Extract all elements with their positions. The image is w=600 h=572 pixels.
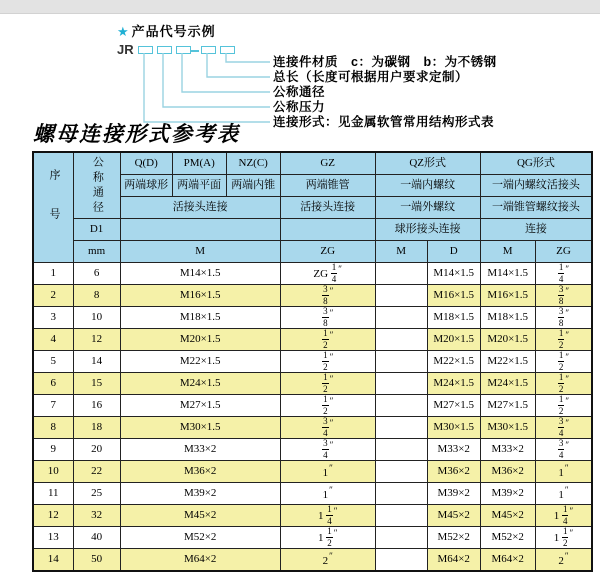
header-d1-blank-gz [280, 219, 375, 241]
fraction: $\frac{1}{2}$ [558, 372, 564, 394]
cell-qg-zg: 1″ [535, 483, 592, 505]
cell-seq: 3 [33, 307, 73, 329]
header-unit-gz-zg: ZG [280, 241, 375, 263]
cell-qg-m: M22×1.5 [480, 351, 535, 373]
cell-qg-m: M30×1.5 [480, 417, 535, 439]
star-icon: ★ [117, 24, 130, 39]
table-row [33, 483, 592, 505]
cell-qz-d: M14×1.5 [427, 263, 480, 285]
cell-seq: 14 [33, 549, 73, 572]
cell-m: M18×1.5 [120, 307, 280, 329]
code-box-2 [157, 46, 172, 54]
header-code-qd: Q(D) [120, 152, 172, 175]
inch-mark: ″ [329, 484, 333, 495]
inch-mark: ″ [565, 264, 570, 274]
cell-m: M22×1.5 [120, 351, 280, 373]
inch-mark: ″ [329, 286, 334, 296]
cell-qg-zg: 1″ [535, 461, 592, 483]
header-desc-qd: 两端球形 [120, 175, 172, 197]
fraction: $\frac{1}{4}$ [327, 504, 332, 526]
cell-gz [280, 307, 375, 329]
cell-qz-d: M30×1.5 [427, 417, 480, 439]
cell-qg-zg: 2″ [535, 549, 592, 572]
table-row [33, 505, 592, 527]
code-box-5 [220, 46, 235, 54]
cell-m: M52×2 [120, 527, 280, 549]
cell-qz-d: M16×1.5 [427, 285, 480, 307]
table-row [33, 439, 592, 461]
cell-seq: 7 [33, 395, 73, 417]
table-body [33, 263, 592, 572]
cell-m: M33×2 [120, 439, 280, 461]
cell-dn: 6 [73, 263, 120, 285]
header-desc-nzc: 两端内锥 [226, 175, 280, 197]
cell-gz [280, 285, 375, 307]
cell-gz: 1 $\frac{1}{2}$ ″ [280, 527, 375, 549]
cell-m: M36×2 [120, 461, 280, 483]
cell-dn: 18 [73, 417, 120, 439]
cell-seq: 2 [33, 285, 73, 307]
cell-m: M30×1.5 [120, 417, 280, 439]
cell-gz: ZG $\frac{1}{4}$ ″ [280, 263, 375, 285]
cell-qg-m: M27×1.5 [480, 395, 535, 417]
code-box-4 [201, 46, 216, 54]
fraction: $\frac{3}{4}$ [323, 416, 328, 438]
cell-seq: 1 [33, 263, 73, 285]
inch-mark: ″ [333, 528, 338, 538]
fraction: $\frac{3}{8}$ [323, 284, 328, 306]
cell-seq: 12 [33, 505, 73, 527]
header-conn-qz: 球形接头连接 [375, 219, 480, 241]
table-row [33, 527, 592, 549]
cell-dn: 50 [73, 549, 120, 572]
header-d1-blank-left [120, 219, 280, 241]
callout-pressure: 公称压力 [273, 99, 326, 114]
cell-qg-zg [535, 351, 592, 373]
cell-dn: 16 [73, 395, 120, 417]
inch-mark: ″ [564, 550, 569, 561]
cell-m: M64×2 [120, 549, 280, 572]
cell-qz-m [375, 505, 427, 527]
fraction: $\frac{1}{2}$ [323, 372, 328, 394]
code-dash [191, 50, 199, 52]
fraction: $\frac{1}{2}$ [558, 328, 564, 350]
cell-qz-d: M27×1.5 [427, 395, 480, 417]
cell-qz-d: M33×2 [427, 439, 480, 461]
cell-m: M45×2 [120, 505, 280, 527]
table-row [33, 461, 592, 483]
connector-line-pressure [163, 53, 270, 107]
page-top-gray-strip [0, 0, 600, 14]
fraction: $\frac{1}{2}$ [323, 328, 328, 350]
cell-qg-zg [535, 439, 592, 461]
fraction: $\frac{1}{4}$ [331, 262, 337, 284]
fraction: $\frac{3}{4}$ [558, 416, 564, 438]
inch-mark: ″ [565, 374, 570, 384]
fraction: $\frac{3}{4}$ [323, 438, 328, 460]
header-mm: mm [73, 241, 120, 263]
inch-mark: ″ [329, 352, 334, 362]
fraction: $\frac{1}{4}$ [558, 262, 564, 284]
cell-dn: 12 [73, 329, 120, 351]
cell-seq: 4 [33, 329, 73, 351]
header-dn: 公称通径 [73, 152, 120, 219]
connector-line-diameter [182, 53, 270, 92]
cell-qz-m [375, 285, 427, 307]
table-row [33, 549, 592, 572]
code-box-3 [176, 46, 191, 54]
cell-qg-m: M16×1.5 [480, 285, 535, 307]
cell-m: M39×2 [120, 483, 280, 505]
cell-qg-zg [535, 329, 592, 351]
cell-gz: 1 $\frac{1}{4}$ ″ [280, 505, 375, 527]
cell-dn: 22 [73, 461, 120, 483]
header-desc-pma: 两端平面 [172, 175, 226, 197]
cell-m: M16×1.5 [120, 285, 280, 307]
cell-qz-m [375, 461, 427, 483]
fraction: $\frac{1}{2}$ [323, 394, 328, 416]
inch-mark: ″ [565, 418, 570, 428]
fraction: $\frac{1}{2}$ [327, 526, 332, 548]
header-desc2-qz: 一端外螺纹 [375, 197, 480, 219]
cell-qg-m: M20×1.5 [480, 329, 535, 351]
cell-qg-m: M18×1.5 [480, 307, 535, 329]
callout-conn-form: 连接形式：见金属软管常用结构形式表 [273, 114, 495, 129]
cell-m: M27×1.5 [120, 395, 280, 417]
cell-seq: 10 [33, 461, 73, 483]
cell-qg-m: M64×2 [480, 549, 535, 572]
connector-line-conn-form [144, 53, 270, 122]
inch-mark: ″ [329, 330, 334, 340]
header-code-qg: QG形式 [480, 152, 592, 175]
cell-qz-m [375, 549, 427, 572]
table-header [33, 152, 592, 263]
cell-qg-zg [535, 307, 592, 329]
header-joint-span: 活接头连接 [120, 197, 280, 219]
fraction: $\frac{1}{2}$ [558, 350, 564, 372]
header-unit-m: M [120, 241, 280, 263]
cell-dn: 32 [73, 505, 120, 527]
cell-seq: 8 [33, 417, 73, 439]
cell-dn: 40 [73, 527, 120, 549]
table-row [33, 395, 592, 417]
cell-m: M14×1.5 [120, 263, 280, 285]
inch-mark: ″ [329, 308, 334, 318]
header-unit-qz-m: M [375, 241, 427, 263]
header-desc-qz: 一端内螺纹 [375, 175, 480, 197]
table-row [33, 285, 592, 307]
cell-m: M20×1.5 [120, 329, 280, 351]
fraction: $\frac{1}{4}$ [562, 504, 568, 526]
code-prefix: JR [117, 42, 134, 57]
inch-mark: ″ [338, 264, 343, 274]
cell-qz-m [375, 351, 427, 373]
cell-qg-m: M45×2 [480, 505, 535, 527]
cell-qg-zg: 1 $\frac{1}{4}$ ″ [535, 505, 592, 527]
cell-gz: 1″ [280, 461, 375, 483]
header-code-pma: PM(A) [172, 152, 226, 175]
inch-mark: ″ [565, 440, 570, 450]
cell-qz-m [375, 329, 427, 351]
inch-mark: ″ [329, 462, 333, 473]
cell-qg-m: M24×1.5 [480, 373, 535, 395]
callout-diameter: 公称通径 [273, 84, 326, 99]
cell-dn: 10 [73, 307, 120, 329]
header-d1: D1 [73, 219, 120, 241]
header-desc2-qg: 一端锥管螺纹接头 [480, 197, 592, 219]
inch-mark: ″ [569, 506, 574, 516]
table-row [33, 263, 592, 285]
cell-qz-d: M45×2 [427, 505, 480, 527]
cell-dn: 8 [73, 285, 120, 307]
example-heading-label: 产品代号示例 [131, 24, 216, 39]
cell-qz-m [375, 417, 427, 439]
inch-mark: ″ [329, 440, 334, 450]
cell-qz-m [375, 307, 427, 329]
code-box-1 [138, 46, 153, 54]
cell-dn: 25 [73, 483, 120, 505]
cell-qz-d: M18×1.5 [427, 307, 480, 329]
header-conn-qg: 连接 [480, 219, 592, 241]
cell-qg-m: M14×1.5 [480, 263, 535, 285]
cell-seq: 9 [33, 439, 73, 461]
inch-mark: ″ [565, 396, 570, 406]
table-row [33, 307, 592, 329]
inch-mark: ″ [565, 308, 570, 318]
callout-length: 总长（长度可根据用户要求定制） [273, 69, 469, 84]
cell-seq: 5 [33, 351, 73, 373]
header-code-nzc: NZ(C) [226, 152, 280, 175]
cell-m: M24×1.5 [120, 373, 280, 395]
cell-gz: 1″ [280, 483, 375, 505]
header-unit-qg-zg: ZG [535, 241, 592, 263]
cell-qz-m [375, 439, 427, 461]
cell-qz-d: M36×2 [427, 461, 480, 483]
cell-qz-m [375, 483, 427, 505]
cell-dn: 20 [73, 439, 120, 461]
table-row [33, 373, 592, 395]
cell-qg-zg: 1 $\frac{1}{2}$ ″ [535, 527, 592, 549]
inch-mark: ″ [564, 462, 569, 473]
cell-seq: 6 [33, 373, 73, 395]
cell-qz-m [375, 395, 427, 417]
connector-line-material [226, 53, 270, 62]
inch-mark: ″ [329, 396, 334, 406]
cell-qg-zg [535, 373, 592, 395]
callout-material: 连接件材质 c：为碳钢 b：为不锈钢 [273, 54, 497, 69]
cell-qg-zg [535, 395, 592, 417]
cell-qg-zg [535, 285, 592, 307]
cell-qz-d: M64×2 [427, 549, 480, 572]
cell-qz-d: M22×1.5 [427, 351, 480, 373]
cell-gz [280, 329, 375, 351]
cell-gz [280, 395, 375, 417]
cell-seq: 11 [33, 483, 73, 505]
inch-mark: ″ [565, 330, 570, 340]
example-heading [117, 21, 216, 40]
inch-mark: ″ [329, 550, 333, 561]
cell-gz [280, 439, 375, 461]
cell-gz [280, 373, 375, 395]
fraction: $\frac{3}{8}$ [558, 306, 564, 328]
cell-gz [280, 417, 375, 439]
nut-connection-reference-table [32, 151, 593, 572]
header-joint-gz: 活接头连接 [280, 197, 375, 219]
cell-qz-m [375, 263, 427, 285]
header-seq: 序号 [33, 152, 73, 263]
cell-gz: 2″ [280, 549, 375, 572]
cell-dn: 14 [73, 351, 120, 373]
cell-qz-d: M20×1.5 [427, 329, 480, 351]
cell-gz [280, 351, 375, 373]
fraction: $\frac{3}{8}$ [323, 306, 328, 328]
inch-mark: ″ [329, 418, 334, 428]
header-row-d1 [33, 219, 592, 241]
fraction: $\frac{1}{2}$ [562, 526, 568, 548]
table-title: 螺母连接形式参考表 [33, 121, 240, 146]
cell-qg-m: M33×2 [480, 439, 535, 461]
cell-qg-m: M39×2 [480, 483, 535, 505]
table-row [33, 417, 592, 439]
cell-seq: 13 [33, 527, 73, 549]
header-unit-qg-m: M [480, 241, 535, 263]
inch-mark: ″ [565, 286, 570, 296]
connector-line-length [207, 53, 270, 77]
cell-qg-zg [535, 263, 592, 285]
header-row-units [33, 241, 592, 263]
header-desc-qg: 一端内螺纹活接头 [480, 175, 592, 197]
fraction: $\frac{1}{2}$ [323, 350, 328, 372]
inch-mark: ″ [329, 374, 334, 384]
header-desc-gz: 两端锥管 [280, 175, 375, 197]
header-row-codes [33, 152, 592, 175]
fraction: $\frac{1}{2}$ [558, 394, 564, 416]
cell-qz-d: M24×1.5 [427, 373, 480, 395]
inch-mark: ″ [564, 484, 569, 495]
cell-dn: 15 [73, 373, 120, 395]
cell-qg-zg [535, 417, 592, 439]
fraction: $\frac{3}{8}$ [558, 284, 564, 306]
table-row [33, 351, 592, 373]
cell-qz-m [375, 373, 427, 395]
table-row [33, 329, 592, 351]
cell-qz-d: M52×2 [427, 527, 480, 549]
cell-qg-m: M36×2 [480, 461, 535, 483]
inch-mark: ″ [333, 506, 338, 516]
inch-mark: ″ [569, 528, 574, 538]
header-code-gz: GZ [280, 152, 375, 175]
cell-qg-m: M52×2 [480, 527, 535, 549]
header-code-qz: QZ形式 [375, 152, 480, 175]
cell-qz-m [375, 527, 427, 549]
fraction: $\frac{3}{4}$ [558, 438, 564, 460]
header-unit-qz-d: D [427, 241, 480, 263]
cell-qz-d: M39×2 [427, 483, 480, 505]
inch-mark: ″ [565, 352, 570, 362]
